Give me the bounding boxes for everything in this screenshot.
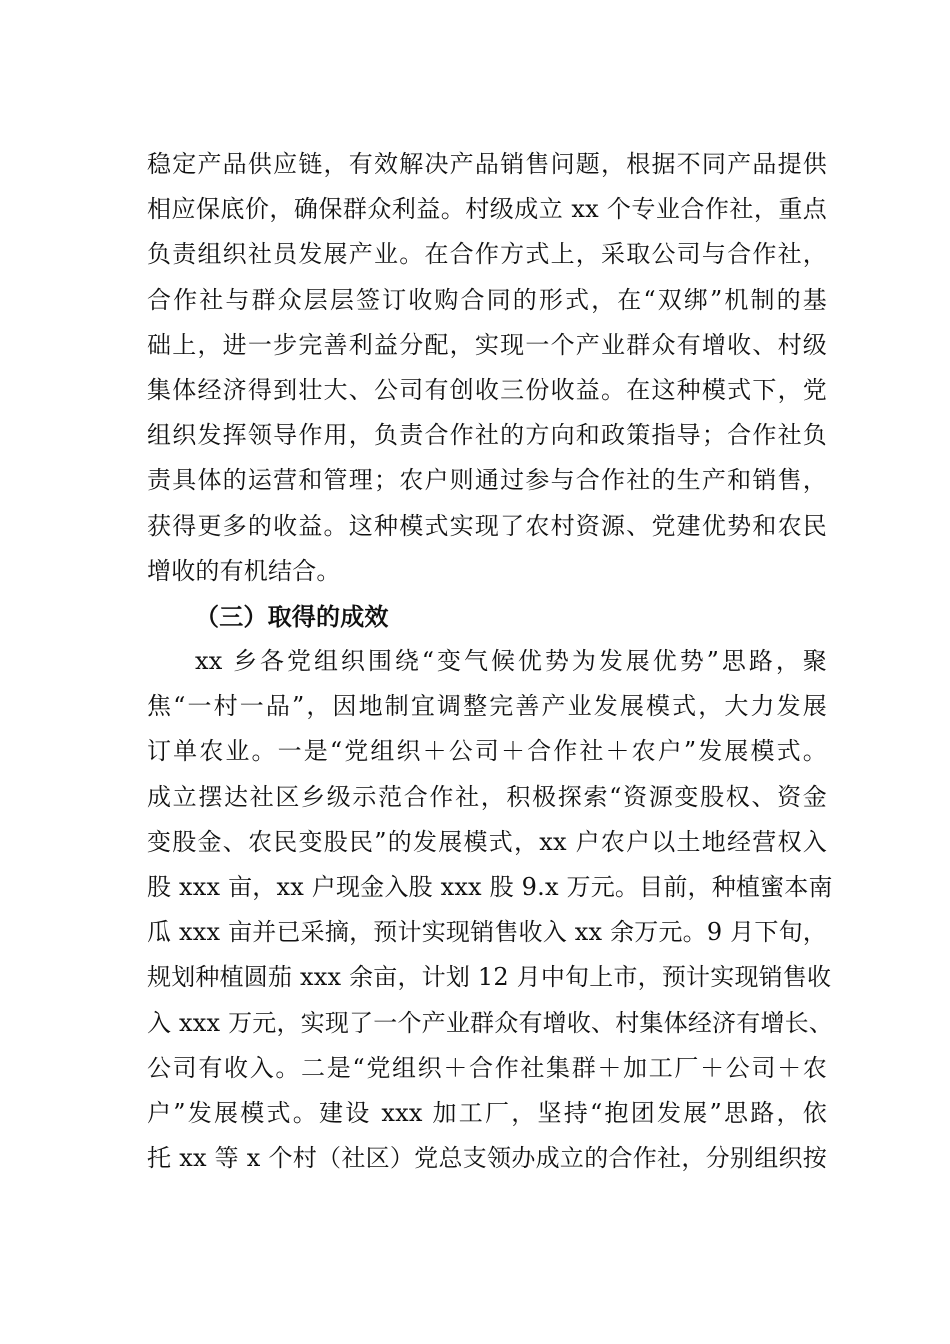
text-line: 焦“一村一品”，因地制宜调整完善产业发展模式，大力发展 <box>147 692 827 721</box>
text-line: 础上，进一步完善利益分配，实现一个产业群众有增收、村级 <box>147 330 827 359</box>
text-line: 规划种植圆茄 xxx 余亩，计划 12 月中旬上市，预计实现销售收 <box>147 963 832 992</box>
text-line: xx 乡各党组织围绕“变气候优势为发展优势”思路，聚 <box>195 647 827 676</box>
text-line: 户”发展模式。建设 xxx 加工厂，坚持“抱团发展”思路，依 <box>147 1098 827 1127</box>
section-heading: （三）取得的成效 <box>195 601 389 631</box>
text-line: 增收的有机结合。 <box>147 556 341 585</box>
text-line: 稳定产品供应链，有效解决产品销售问题，根据不同产品提供 <box>147 150 827 178</box>
document-body-text <box>147 142 834 1181</box>
text-line: 合作社与群众层层签订收购合同的形式，在“双绑”机制的基 <box>147 285 827 314</box>
text-line: 成立摆达社区乡级示范合作社，积极探索“资源变股权、资金 <box>147 782 827 811</box>
text-line: 入 xxx 万元，实现了一个产业群众有增收、村集体经济有增长、 <box>147 1008 834 1037</box>
text-line: 获得更多的收益。这种模式实现了农村资源、党建优势和农民 <box>147 511 827 540</box>
text-line: 股 xxx 亩，xx 户现金入股 xxx 股 9.x 万元。目前，种植蜜本南 <box>147 873 833 901</box>
text-line: 订单农业。一是“党组织＋公司＋合作社＋农户”发展模式。 <box>147 737 827 766</box>
text-line: 变股金、农民变股民”的发展模式，xx 户农户以土地经营权入 <box>147 827 827 856</box>
text-line: 瓜 xxx 亩并已采摘，预计实现销售收入 xx 余万元。9 月下旬， <box>147 918 827 947</box>
text-line: 托 xx 等 x 个村（社区）党总支领办成立的合作社，分别组织按 <box>147 1144 827 1173</box>
text-line: 相应保底价，确保群众利益。村级成立 xx 个专业合作社，重点 <box>147 195 827 224</box>
text-line: 责具体的运营和管理；农户则通过参与合作社的生产和销售， <box>147 466 827 495</box>
text-line: 负责组织社员发展产业。在合作方式上，采取公司与合作社， <box>147 240 827 269</box>
text-line: 组织发挥领导作用，负责合作社的方向和政策指导；合作社负 <box>147 421 827 450</box>
text-line: 公司有收入。二是“党组织＋合作社集群＋加工厂＋公司＋农 <box>147 1053 827 1082</box>
text-line: 集体经济得到壮大、公司有创收三份收益。在这种模式下，党 <box>147 375 827 404</box>
